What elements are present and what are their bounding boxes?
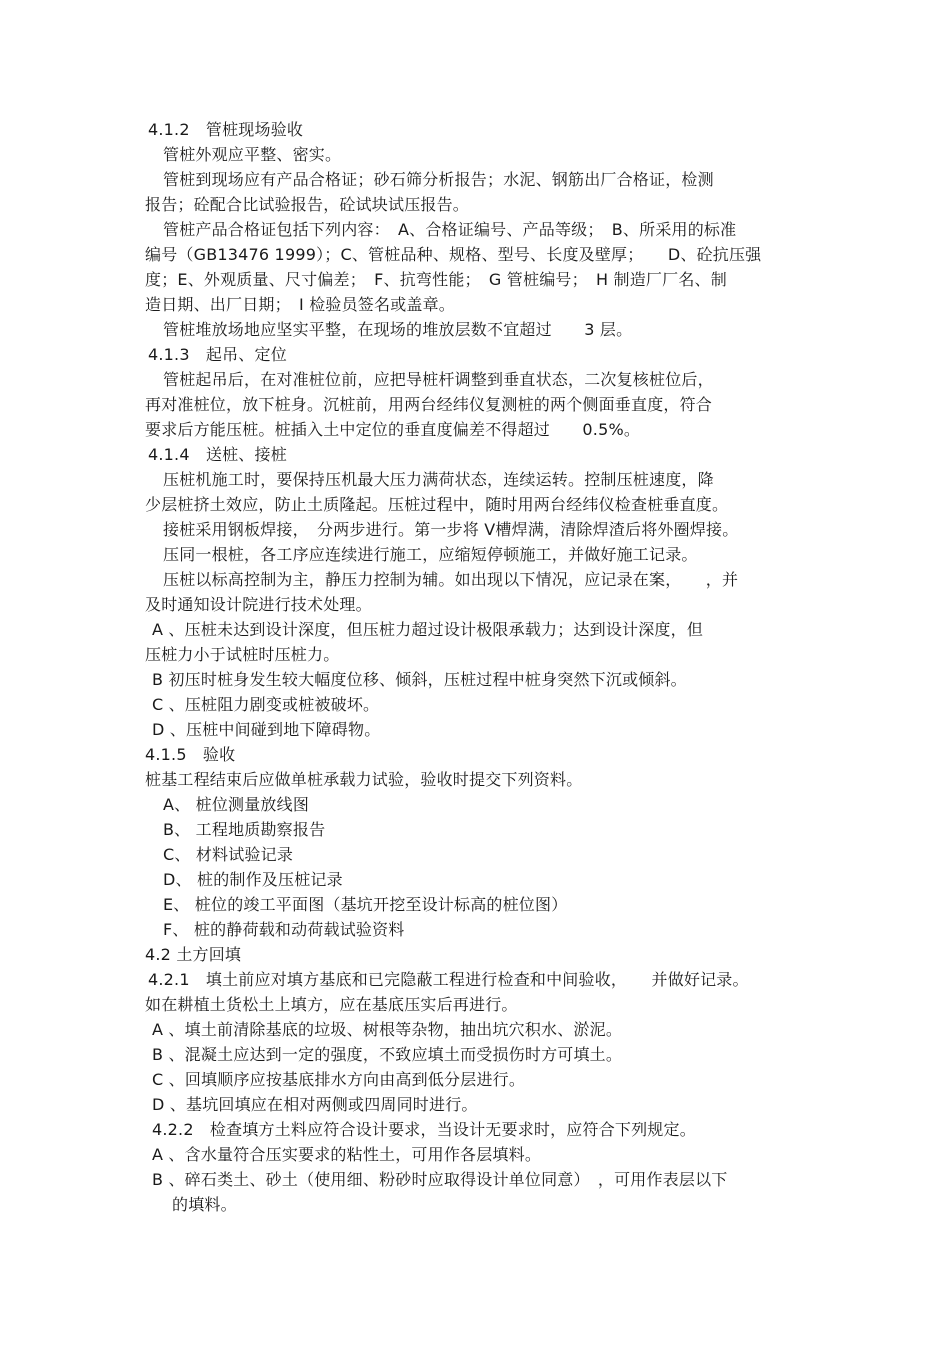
paragraph-line: 压桩以标高控制为主，静压力控制为辅。如出现以下情况，应记录在案， ，并 [163,570,739,589]
heading-4-2-2: 4.2.2 检查填方土料应符合设计要求，当设计无要求时，应符合下列规定。 [152,1120,696,1139]
list-item: C、 材料试验记录 [163,845,294,864]
list-item: A 、含水量符合压实要求的粘性土，可用作各层填料。 [152,1145,542,1164]
list-item: B 、碎石类土、砂土（使用细、粉砂时应取得设计单位同意） ，可用作表层以下 [152,1170,728,1189]
paragraph-line: 报告；砼配合比试验报告，砼试块试压报告。 [145,195,470,214]
paragraph-line: 管桩起吊后，在对准桩位前，应把导桩杆调整到垂直状态，二次复核桩位后， [163,370,714,389]
list-item: B 初压时桩身发生较大幅度位移、倾斜，压桩过程中桩身突然下沉或倾斜。 [152,670,687,689]
paragraph-line: 管桩到现场应有产品合格证；砂石筛分析报告；水泥、钢筋出厂合格证，检测 [163,170,714,189]
paragraph-line: 再对准桩位，放下桩身。沉桩前，用两台经纬仪复测桩的两个侧面垂直度，符合 [145,395,713,414]
paragraph-line: 及时通知设计院进行技术处理。 [145,595,372,614]
list-item: E、 桩位的竣工平面图（基坑开挖至设计标高的桩位图） [163,895,568,914]
paragraph-line: 编号（GB13476 1999）；C、管桩品种、规格、型号、长度及壁厚； D、砼抗压强 [145,245,762,264]
paragraph-line: 要求后方能压桩。桩插入土中定位的垂直度偏差不得超过 0.5%。 [145,420,641,439]
heading-4-1-3: 4.1.3 起吊、定位 [148,345,287,364]
list-item: A、 桩位测量放线图 [163,795,310,814]
heading-4-1-5: 4.1.5 验收 [145,745,236,764]
heading-4-1-2: 4.1.2 管桩现场验收 [148,120,304,139]
list-item: B 、混凝土应达到一定的强度，不致应填土而受损伤时方可填土。 [152,1045,623,1064]
list-item: F、 桩的静荷载和动荷载试验资料 [163,920,405,939]
paragraph-line: 接桩采用钢板焊接， 分两步进行。第一步将 V槽焊满，清除焊渣后将外圈焊接。 [163,520,739,539]
paragraph-line: 压桩力小于试桩时压桩力。 [145,645,340,664]
paragraph-line: 桩基工程结束后应做单桩承载力试验，验收时提交下列资料。 [145,770,583,789]
list-item: D、 桩的制作及压桩记录 [163,870,343,889]
paragraph-line: 管桩外观应平整、密实。 [163,145,342,164]
list-item: D 、压桩中间碰到地下障碍物。 [152,720,381,739]
paragraph-line: 度；E、外观质量、尺寸偏差； F、抗弯性能； G 管桩编号； H 制造厂厂名、制 [145,270,727,289]
heading-4-2-1: 4.2.1 填土前应对填方基底和已完隐蔽工程进行检查和中间验收， 并做好记录。 [148,970,749,989]
list-item: A 、填土前清除基底的垃圾、树根等杂物，抽出坑穴积水、淤泥。 [152,1020,623,1039]
list-item: B、 工程地质勘察报告 [163,820,326,839]
list-item: C 、回填顺序应按基底排水方向由高到低分层进行。 [152,1070,526,1089]
paragraph-line: 压桩机施工时，要保持压机最大压力满荷状态，连续运转。控制压桩速度，降 [163,470,714,489]
heading-4-1-4: 4.1.4 送桩、接桩 [148,445,287,464]
paragraph-line: 如在耕植土货松土上填方，应在基底压实后再进行。 [145,995,518,1014]
list-item: D 、基坑回填应在相对两侧或四周同时进行。 [152,1095,478,1114]
list-item: A 、压桩未达到设计深度，但压桩力超过设计极限承载力；达到设计深度，但 [152,620,704,639]
paragraph-line: 的填料。 [172,1195,237,1214]
paragraph-line: 造日期、出厂日期； I 检验员签名或盖章。 [145,295,456,314]
heading-4-2: 4.2 土方回填 [145,945,242,964]
paragraph-line: 少层桩挤土效应，防止土质隆起。压桩过程中，随时用两台经纬仪检查桩垂直度。 [145,495,729,514]
paragraph-line: 压同一根桩，各工序应连续进行施工，应缩短停顿施工，并做好施工记录。 [163,545,698,564]
paragraph-line: 管桩产品合格证包括下列内容： A、合格证编号、产品等级； B、所采用的标准 [163,220,737,239]
list-item: C 、压桩阻力剧变或桩被破坏。 [152,695,380,714]
paragraph-line: 管桩堆放场地应坚实平整，在现场的堆放层数不宜超过 3 层。 [163,320,633,339]
